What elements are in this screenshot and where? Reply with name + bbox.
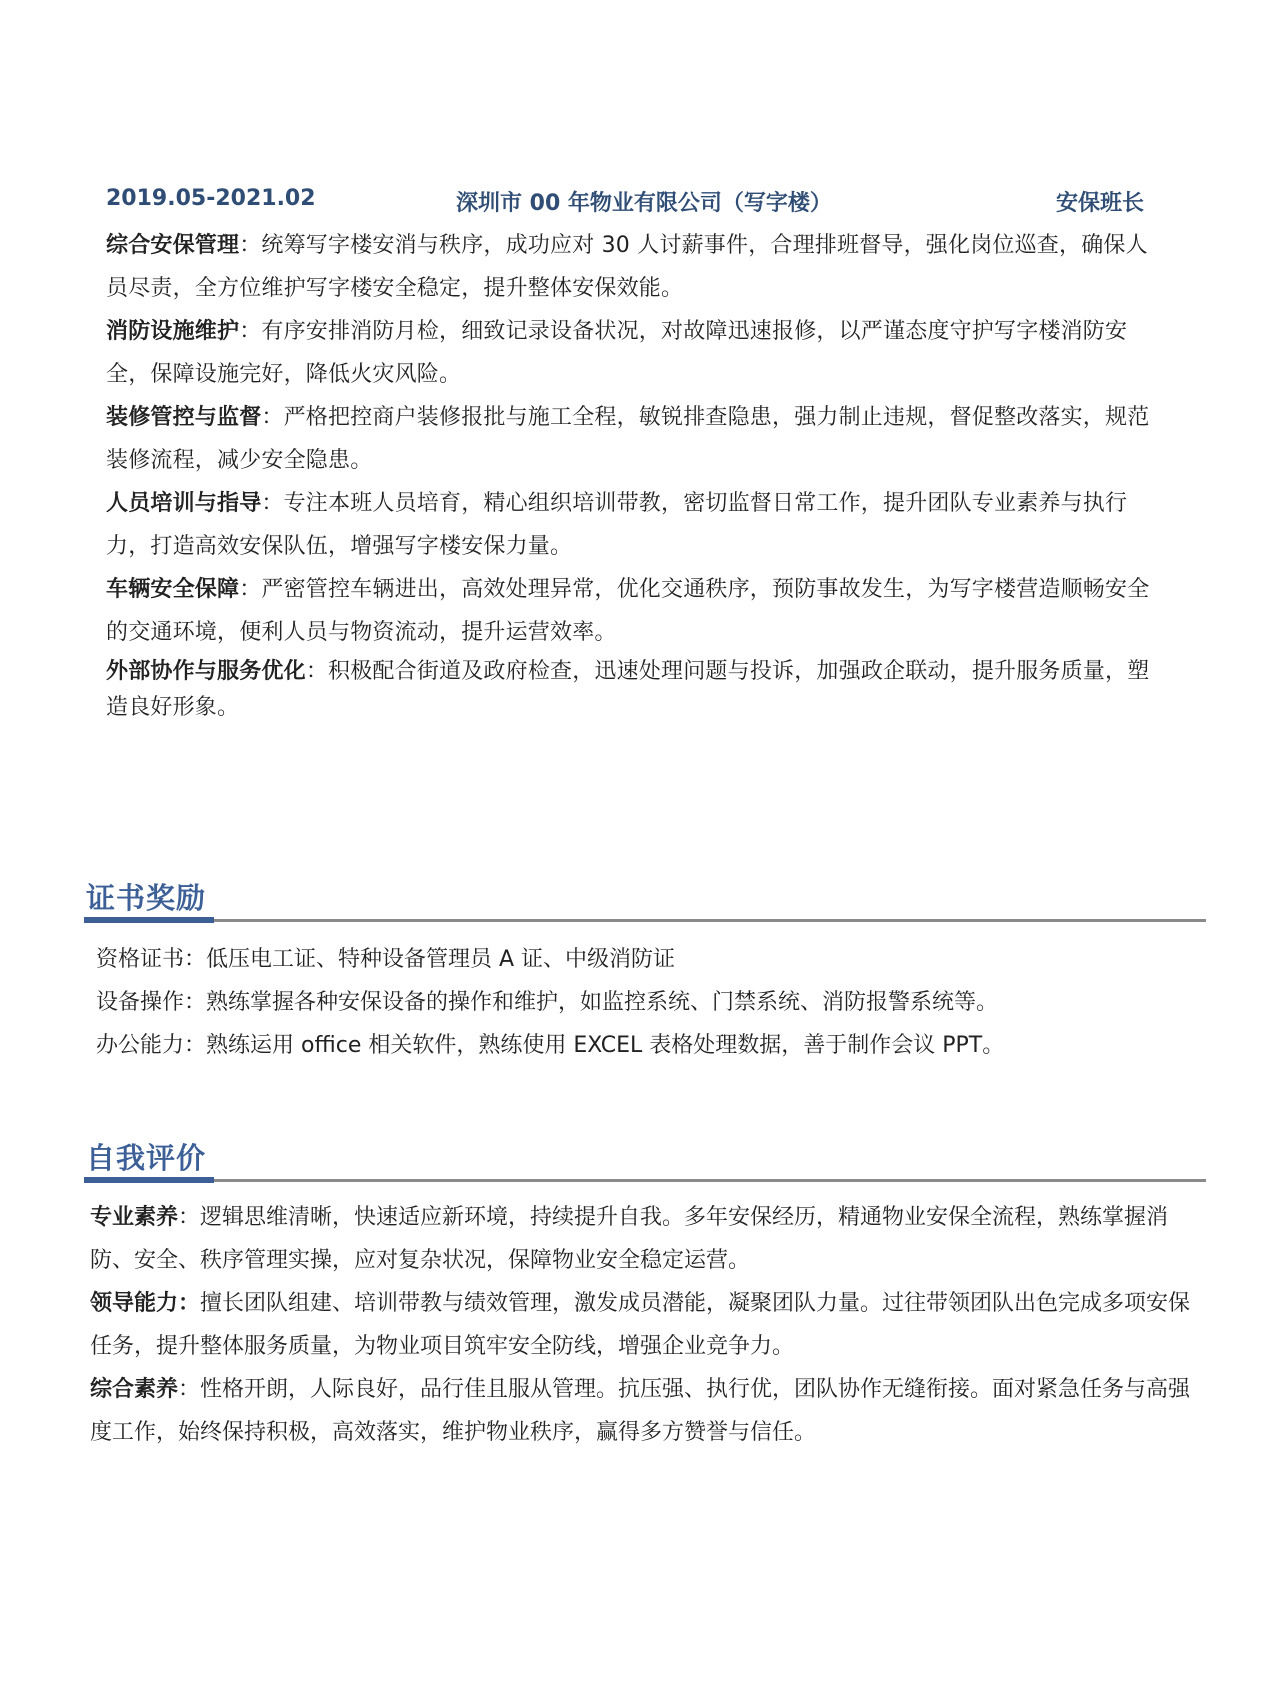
duty-key: 综合安保管理 <box>106 233 240 258</box>
list-item: 办公能力：熟练运用 office 相关软件，熟练使用 EXCEL 表格处理数据，善于制作会议 PPT。 <box>96 1033 1005 1058</box>
duty-sep: ： <box>261 405 284 430</box>
duty-item <box>106 224 1156 310</box>
job-duties <box>106 224 1156 726</box>
duty-sep: ： <box>305 659 329 684</box>
certificates-list <box>96 938 1196 1067</box>
duty-item <box>106 568 1156 654</box>
job-period: 2019.05-2021.02 <box>106 186 316 211</box>
section-self-evaluation-header <box>84 1136 1206 1182</box>
section-accent-bar <box>84 1177 214 1183</box>
self-evaluation-list <box>90 1196 1200 1454</box>
section-title: 证书奖励 <box>86 881 207 915</box>
duty-text: 严密管控车辆进出，高效处理异常，优化交通秩序，预防事故发生，为写字楼营造顺畅安全的交通环境，便利人员与物资流动，提升运营效率。 <box>106 577 1150 645</box>
eval-text: 逻辑思维清晰，快速适应新环境，持续提升自我。多年安保经历，精通物业安保全流程，熟练掌握消防、安全、秩序管理实操，应对复杂状况，保障物业安全稳定运营。 <box>90 1205 1169 1273</box>
duty-text: 积极配合街道及政府检查，迅速处理问题与投诉，加强政企联动，提升服务质量，塑造良好形象。 <box>106 659 1150 720</box>
duty-sep: ： <box>239 319 262 344</box>
duty-text: 专注本班人员培育，精心组织培训带教，密切监督日常工作，提升团队专业素养与执行力，打造高效安保队伍，增强写字楼安保力量。 <box>106 491 1128 559</box>
duty-text: 有序安排消防月检，细致记录设备状况，对故障迅速报修，以严谨态度守护写字楼消防安全，保障设施完好，降低火灾风险。 <box>106 319 1128 387</box>
list-item: 设备操作：熟练掌握各种安保设备的操作和维护，如监控系统、门禁系统、消防报警系统等。 <box>96 990 999 1015</box>
list-item <box>90 1196 1200 1282</box>
section-accent-bar <box>84 917 214 923</box>
list-item <box>90 1282 1200 1368</box>
eval-key: 领导能力： <box>90 1291 201 1316</box>
duty-key: 消防设施维护 <box>106 319 240 344</box>
job-position: 安保班长 <box>1055 191 1144 216</box>
section-certificates-header <box>84 876 1206 922</box>
eval-sep: ： <box>178 1205 201 1230</box>
duty-key: 装修管控与监督 <box>106 405 262 430</box>
duty-item <box>106 310 1156 396</box>
section-title: 自我评价 <box>86 1141 207 1175</box>
job-company: 深圳市 00 年物业有限公司（写字楼） <box>456 191 832 216</box>
section-divider <box>84 1179 1206 1182</box>
eval-sep: ： <box>178 1377 201 1402</box>
list-item <box>90 1368 1200 1454</box>
eval-key: 专业素养 <box>90 1205 179 1230</box>
duty-text: 统筹写字楼安消与秩序，成功应对 30 人讨薪事件，合理排班督导，强化岗位巡查，确保人员尽责，全方位维护写字楼安全稳定，提升整体安保效能。 <box>106 233 1148 301</box>
duty-item <box>106 482 1156 568</box>
job-header <box>106 186 1144 218</box>
duty-sep: ： <box>239 577 262 602</box>
duty-key: 外部协作与服务优化 <box>106 659 306 684</box>
duty-item <box>106 654 1156 726</box>
duty-sep: ： <box>239 233 262 258</box>
duty-sep: ： <box>261 491 284 516</box>
duty-text: 严格把控商户装修报批与施工全程，敏锐排查隐患，强力制止违规，督促整改落实，规范装修流程，减少安全隐患。 <box>106 405 1150 473</box>
duty-item <box>106 396 1156 482</box>
duty-key: 人员培训与指导 <box>106 491 262 516</box>
list-item: 资格证书：低压电工证、特种设备管理员 A 证、中级消防证 <box>96 947 676 972</box>
section-divider <box>84 919 1206 922</box>
duty-key: 车辆安全保障 <box>106 577 240 602</box>
eval-key: 综合素养 <box>90 1377 179 1402</box>
eval-text: 性格开朗，人际良好，品行佳且服从管理。抗压强、执行优，团队协作无缝衔接。面对紧急任务与高强度工作，始终保持积极，高效落实，维护物业秩序，赢得多方赞誉与信任。 <box>90 1377 1191 1445</box>
eval-text: 擅长团队组建、培训带教与绩效管理，激发成员潜能，凝聚团队力量。过往带领团队出色完成多项安保任务，提升整体服务质量，为物业项目筑牢安全防线，增强企业竞争力。 <box>90 1291 1191 1359</box>
